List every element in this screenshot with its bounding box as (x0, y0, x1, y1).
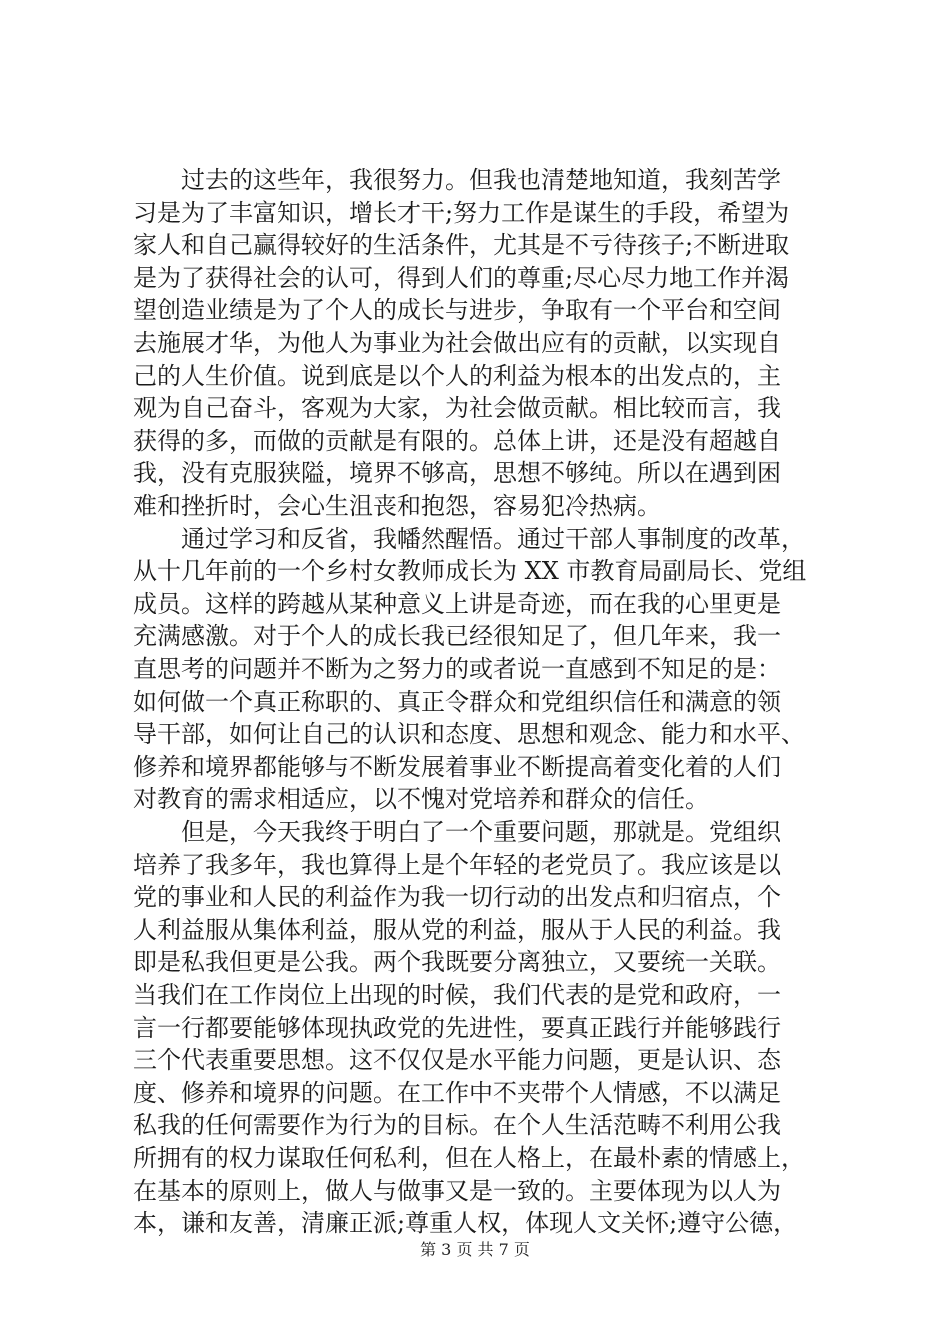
text-line: 去施展才华，为他人为事业为社会做出应有的贡献，以实现自 (133, 329, 781, 357)
text-line: 修养和境界都能够与不断发展着事业不断提高着变化着的人们 (133, 753, 781, 781)
text-line: 私我的任何需要作为行为的目标。在个人生活范畴不利用公我 (133, 1111, 781, 1139)
text-line: 通过学习和反省，我幡然醒悟。通过干部人事制度的改革， (181, 525, 805, 553)
text-line: 过去的这些年，我很努力。但我也清楚地知道，我刻苦学 (181, 166, 781, 194)
text-line: 是为了获得社会的认可，得到人们的尊重;尽心尽力地工作并渴 (133, 264, 790, 292)
text-line: 望创造业绩是为了个人的成长与进步，争取有一个平台和空间 (133, 296, 781, 324)
text-line: 度、修养和境界的问题。在工作中不夹带个人情感，不以满足 (133, 1079, 781, 1107)
text-line: 导干部，如何让自己的认识和态度、思想和观念、能力和水平、 (133, 720, 805, 748)
text-line: 即是私我但更是公我。两个我既要分离独立，又要统一关联。 (133, 948, 781, 976)
text-line: 难和挫折时，会心生沮丧和抱怨，容易犯冷热病。 (133, 492, 661, 520)
text-line: 本，谦和友善，清廉正派;尊重人权，体现人文关怀;遵守公德， (133, 1209, 798, 1237)
text-line: 从十几年前的一个乡村女教师成长为 XX 市教育局副局长、党组 (133, 557, 807, 585)
text-line: 家人和自己赢得较好的生活条件，尤其是不亏待孩子;不断进取 (133, 231, 790, 259)
text-line: 对教育的需求相适应，以不愧对党培养和群众的信任。 (133, 785, 709, 813)
text-line: 如何做一个真正称职的、真正令群众和党组织信任和满意的领 (133, 688, 781, 716)
text-line: 成员。这样的跨越从某种意义上讲是奇迹，而在我的心里更是 (133, 590, 781, 618)
text-line: 所拥有的权力谋取任何私利，但在人格上，在最朴素的情感上， (133, 1144, 805, 1172)
text-line: 我，没有克服狭隘，境界不够高，思想不够纯。所以在遇到困 (133, 459, 781, 487)
text-line: 培养了我多年，我也算得上是个年轻的老党员了。我应该是以 (133, 851, 781, 879)
text-line: 在基本的原则上，做人与做事又是一致的。主要体现为以人为 (133, 1177, 781, 1205)
text-line: 但是，今天我终于明白了一个重要问题，那就是。党组织 (181, 818, 781, 846)
text-line: 党的事业和人民的利益作为我一切行动的出发点和归宿点，个 (133, 883, 781, 911)
text-line: 充满感激。对于个人的成长我已经很知足了，但几年来，我一 (133, 622, 781, 650)
text-line: 人利益服从集体利益，服从党的利益，服从于人民的利益。我 (133, 916, 781, 944)
text-line: 获得的多，而做的贡献是有限的。总体上讲，还是没有超越自 (133, 427, 781, 455)
text-line: 观为自己奋斗，客观为大家，为社会做贡献。相比较而言，我 (133, 394, 781, 422)
text-line: 己的人生价值。说到底是以个人的利益为根本的出发点的，主 (133, 362, 781, 390)
text-line: 当我们在工作岗位上出现的时候，我们代表的是党和政府，一 (133, 981, 781, 1009)
text-line: 习是为了丰富知识，增长才干;努力工作是谋生的手段，希望为 (133, 199, 790, 227)
page-footer: 第 3 页 共 7 页 (420, 1240, 530, 1259)
text-line: 三个代表重要思想。这不仅仅是水平能力问题，更是认识、态 (133, 1046, 781, 1074)
text-line: 直思考的问题并不断为之努力的或者说一直感到不知足的是： (133, 655, 781, 683)
text-line: 言一行都要能够体现执政党的先进性，要真正践行并能够践行 (133, 1014, 781, 1042)
